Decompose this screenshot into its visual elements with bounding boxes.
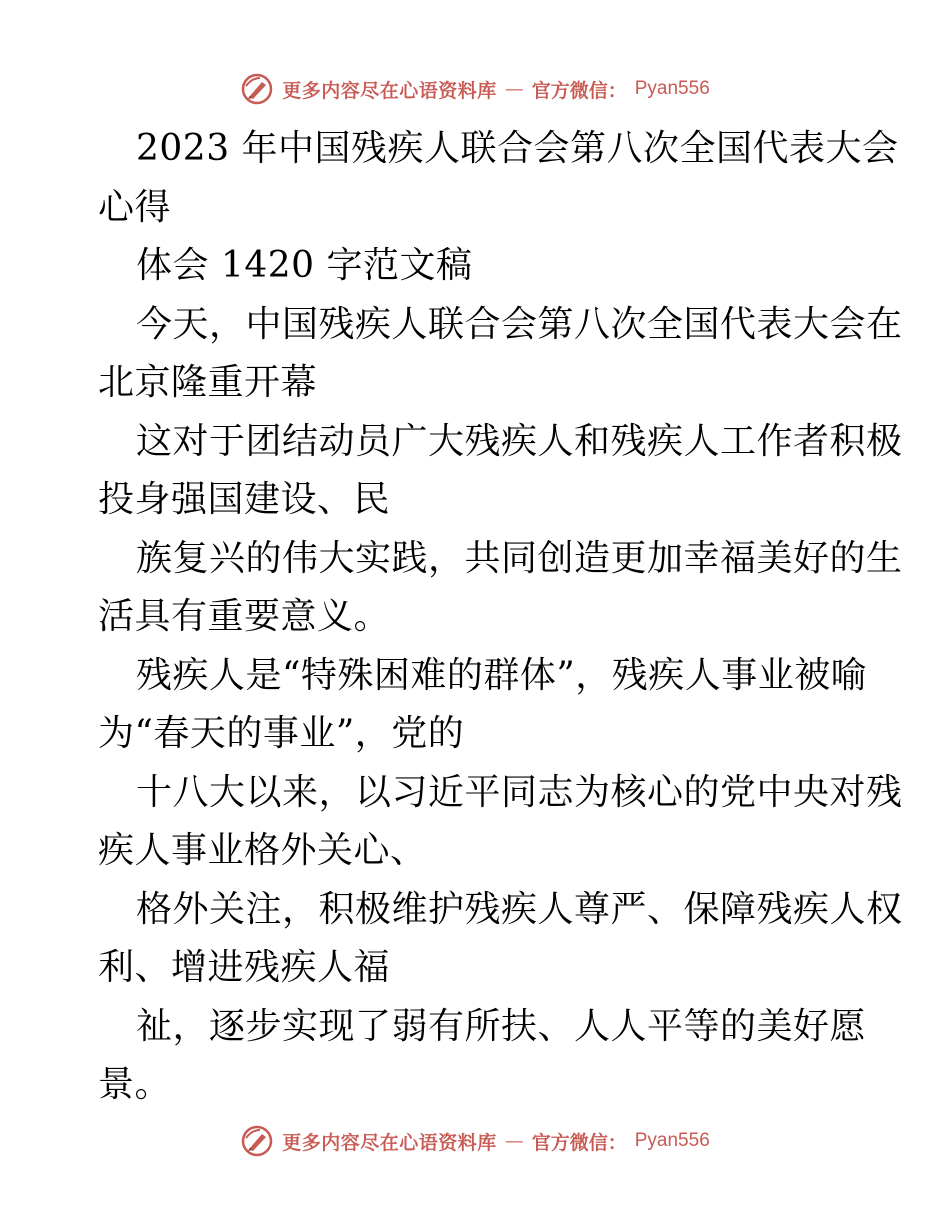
watermark-dash: — bbox=[504, 1130, 524, 1152]
text-line: 心得 bbox=[98, 186, 172, 228]
header-watermark bbox=[0, 72, 950, 106]
text-line: 十八大以来，以习近平同志为核心的党中央对残 bbox=[136, 771, 903, 813]
pen-logo-icon bbox=[240, 72, 274, 106]
watermark-label: 官方微信： bbox=[531, 1131, 627, 1154]
watermark-text: 更多内容尽在心语资料库 bbox=[282, 79, 497, 102]
text-line: 今天，中国残疾人联合会第八次全国代表大会在 bbox=[136, 303, 903, 345]
watermark-id: Pyan556 bbox=[634, 1130, 710, 1151]
text-line: 疾人事业格外关心、 bbox=[98, 830, 427, 871]
watermark-id: Pyan556 bbox=[634, 78, 710, 99]
text-line: 格外关注，积极维护残疾人尊严、保障残疾人权 bbox=[136, 888, 903, 930]
text-line: 利、增进残疾人福 bbox=[98, 947, 391, 988]
footer-watermark bbox=[0, 1124, 950, 1158]
watermark-dash: — bbox=[504, 78, 524, 100]
pen-logo-icon bbox=[240, 1124, 274, 1158]
watermark-text: 更多内容尽在心语资料库 bbox=[282, 1131, 497, 1154]
text-line: 为“春天的事业”，党的 bbox=[98, 713, 465, 754]
text-line: 祉，逐步实现了弱有所扶、人人平等的美好愿 bbox=[136, 1005, 867, 1047]
document-body bbox=[98, 120, 903, 1115]
text-line: 族复兴的伟大实践，共同创造更加幸福美好的生 bbox=[136, 537, 903, 579]
text-line: 北京隆重开幕 bbox=[98, 362, 318, 403]
text-line: 2023 年中国残疾人联合会第八次全国代表大会 bbox=[136, 128, 899, 169]
text-line: 投身强国建设、民 bbox=[98, 479, 391, 520]
text-line: 景。 bbox=[98, 1064, 172, 1105]
text-line: 这对于团结动员广大残疾人和残疾人工作者积极 bbox=[136, 420, 903, 462]
text-line: 活具有重要意义。 bbox=[98, 596, 391, 637]
text-line: 残疾人是“特殊困难的群体”，残疾人事业被喻 bbox=[136, 654, 868, 696]
text-line: 体会 1420 字范文稿 bbox=[136, 245, 473, 286]
watermark-label: 官方微信： bbox=[531, 79, 627, 102]
